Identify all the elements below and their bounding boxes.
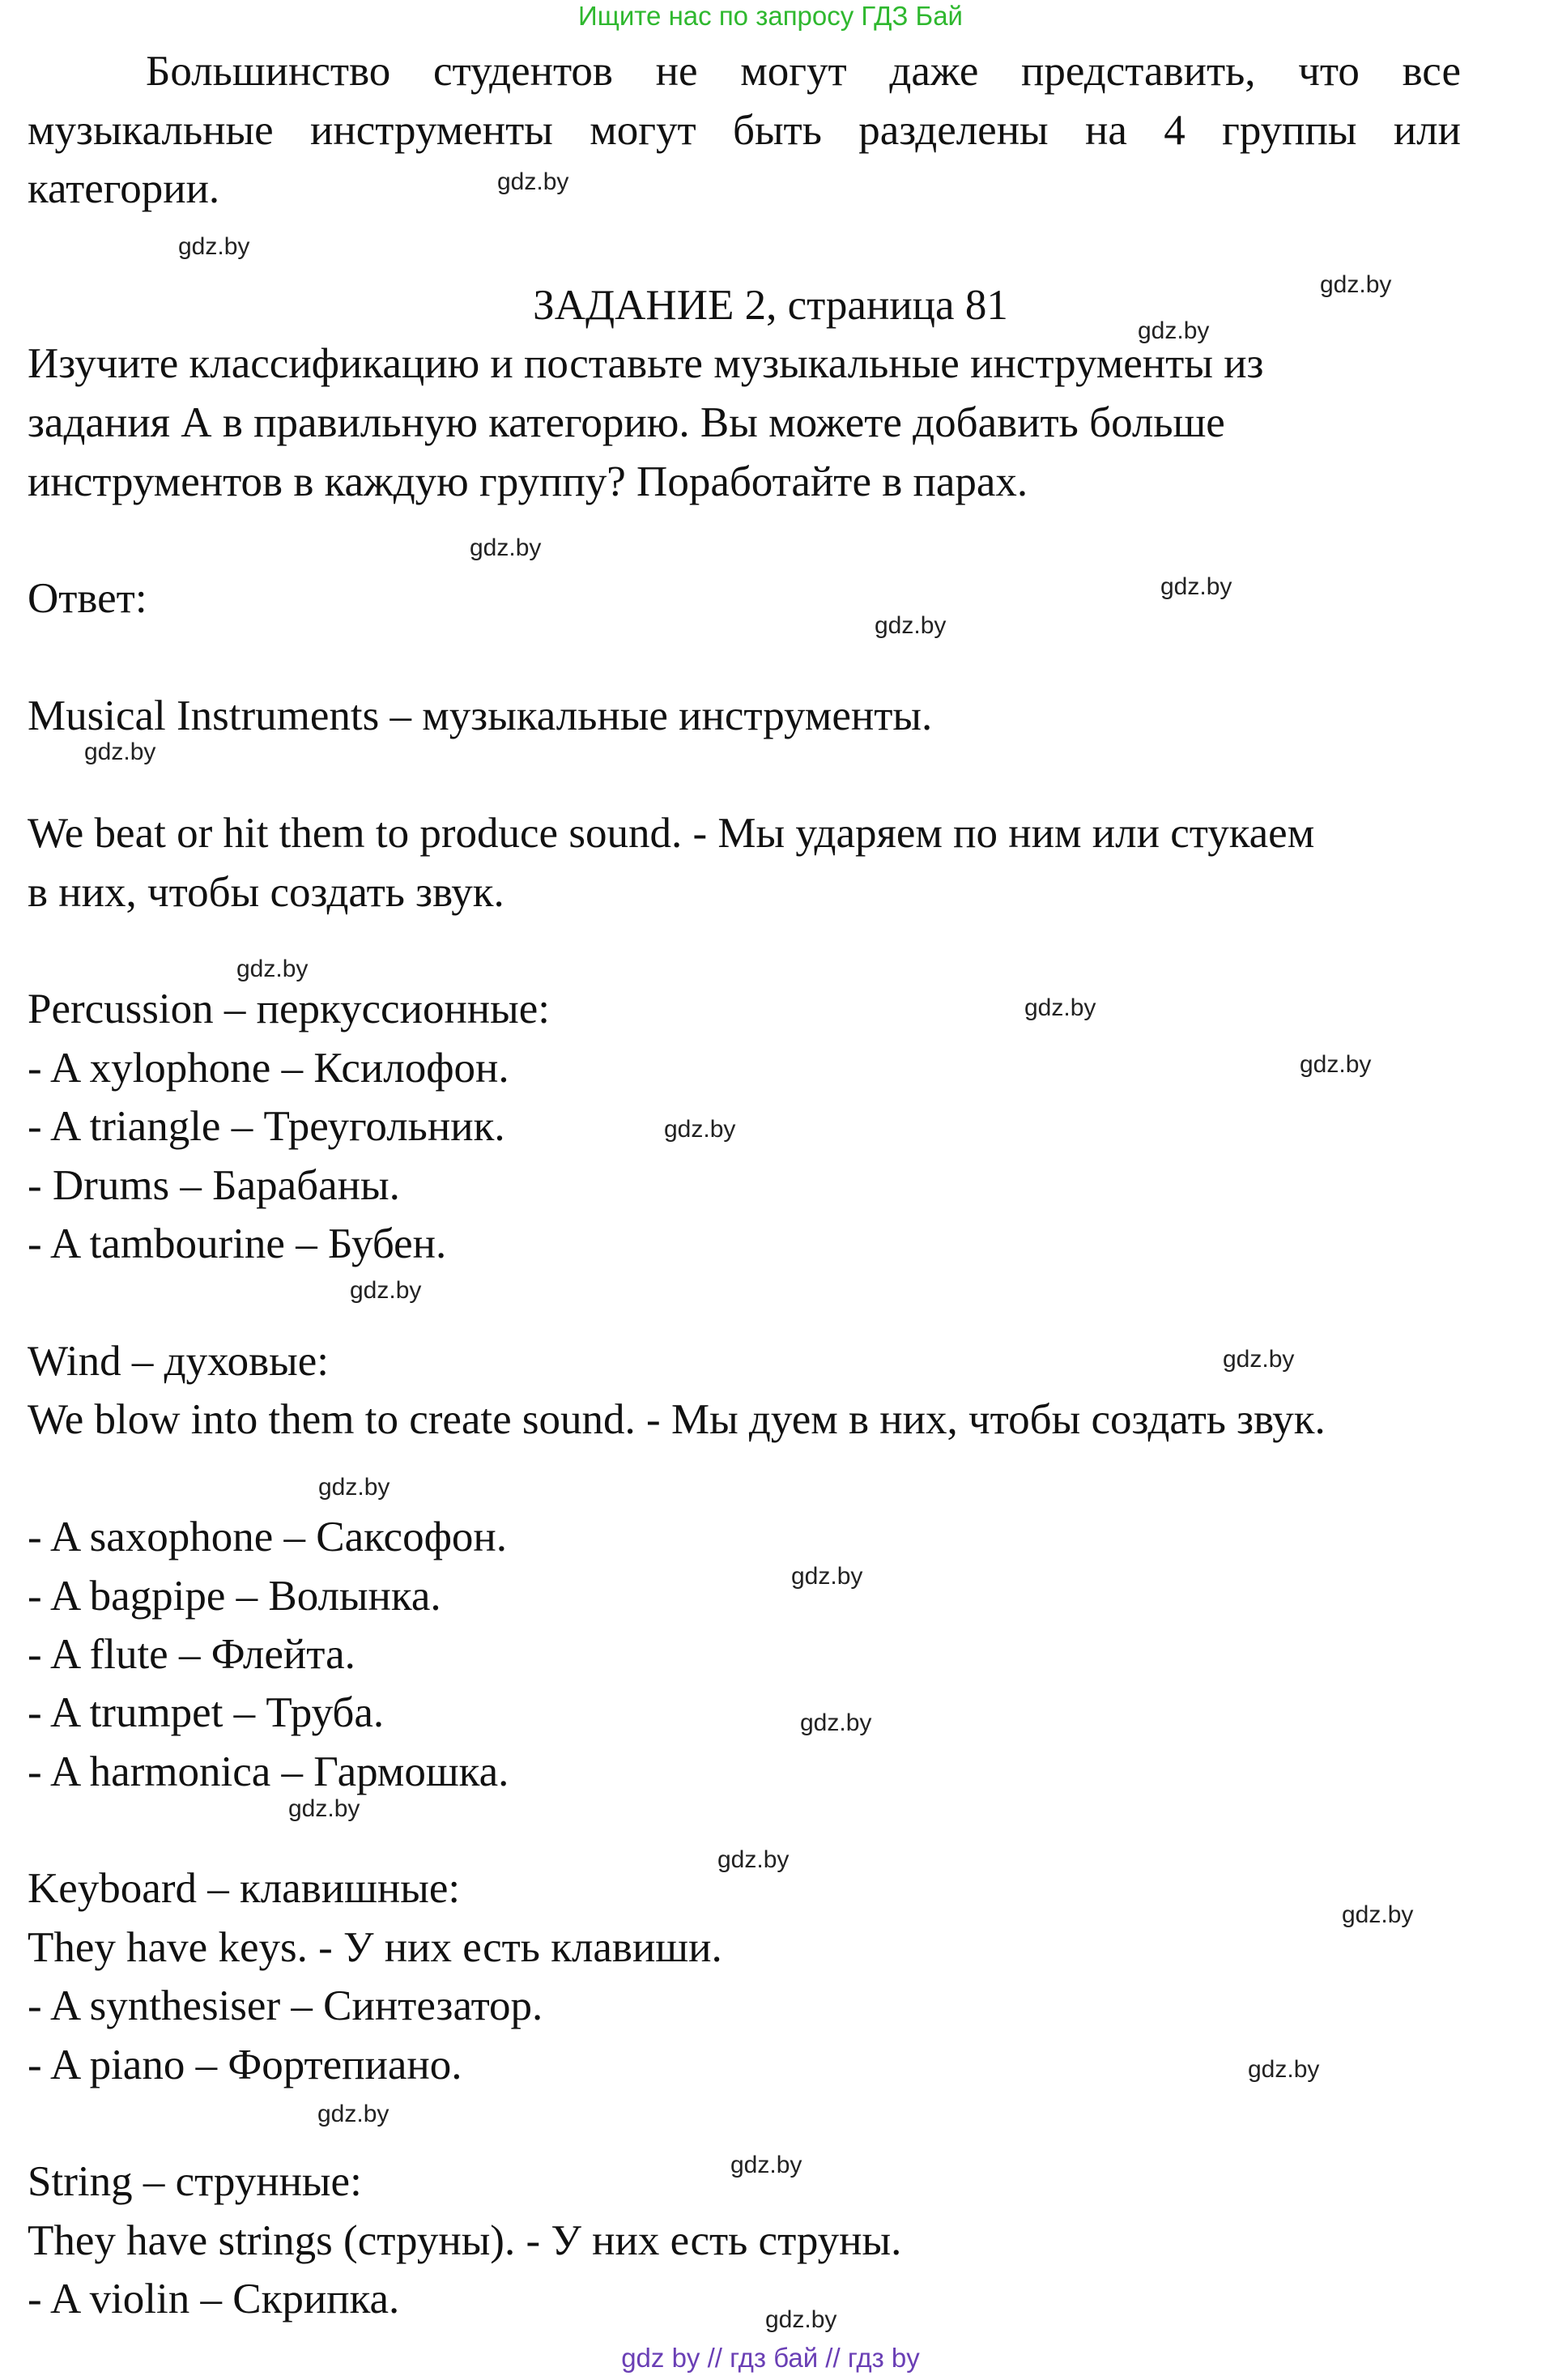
wind-item: - A harmonica – Гармошка. bbox=[28, 1748, 509, 1795]
watermark: gdz.by bbox=[1223, 1346, 1295, 1373]
watermark: gdz.by bbox=[717, 1846, 790, 1873]
watermark: gdz.by bbox=[1138, 317, 1210, 344]
wind-item: - A flute – Флейта. bbox=[28, 1631, 355, 1678]
watermark: gdz.by bbox=[236, 956, 309, 982]
keyboard-item: - A synthesiser – Синтезатор. bbox=[28, 1982, 543, 2029]
watermark: gdz.by bbox=[84, 739, 156, 765]
string-item: - A violin – Скрипка. bbox=[28, 2276, 400, 2323]
watermark: gdz.by bbox=[1300, 1051, 1372, 1078]
task-heading: ЗАДАНИЕ 2, страница 81 bbox=[533, 282, 1008, 329]
answer-label: Ответ: bbox=[28, 575, 147, 622]
watermark: gdz.by bbox=[497, 168, 569, 195]
watermark: gdz.by bbox=[875, 612, 947, 639]
wind-item: - A saxophone – Саксофон. bbox=[28, 1514, 508, 1560]
watermark: gdz.by bbox=[765, 2306, 837, 2333]
wind-description: We blow into them to create sound. - Мы дуем в них, чтобы создать звук. bbox=[28, 1396, 1326, 1443]
percussion-item: - Drums – Барабаны. bbox=[28, 1162, 400, 1209]
watermark: gdz.by bbox=[288, 1795, 360, 1822]
intro-line-2: музыкальные инструменты могут быть разделены на 4 группы или bbox=[28, 107, 1461, 154]
wind-item: - A bagpipe – Волынка. bbox=[28, 1573, 441, 1620]
wind-title: Wind – духовые: bbox=[28, 1338, 329, 1385]
top-banner[interactable]: Ищите нас по запросу ГДЗ Бай bbox=[578, 1, 963, 31]
percussion-item: - A xylophone – Ксилофон. bbox=[28, 1045, 509, 1092]
watermark: gdz.by bbox=[1024, 994, 1096, 1021]
intro-line-1: Большинство студентов не могут даже представить, что все bbox=[146, 48, 1461, 95]
wind-item: - A trumpet – Труба. bbox=[28, 1689, 385, 1736]
keyboard-description: They have keys. - У них есть клавиши. bbox=[28, 1924, 722, 1971]
percussion-item: - A triangle – Треугольник. bbox=[28, 1103, 505, 1150]
keyboard-title: Keyboard – клавишные: bbox=[28, 1865, 461, 1912]
string-title: String – струнные: bbox=[28, 2158, 362, 2205]
watermark: gdz.by bbox=[318, 1474, 390, 1501]
percussion-title: Percussion – перкуссионные: bbox=[28, 986, 551, 1032]
watermark: gdz.by bbox=[791, 1563, 863, 1590]
watermark: gdz.by bbox=[1342, 1901, 1414, 1928]
percussion-item: - A tambourine – Бубен. bbox=[28, 1220, 447, 1267]
beat-line-1: We beat or hit them to produce sound. - Мы ударяем по ним или стукаем bbox=[28, 810, 1315, 857]
watermark: gdz.by bbox=[800, 1709, 872, 1736]
beat-line-2: в них, чтобы создать звук. bbox=[28, 869, 504, 916]
task-line-1: Изучите классификацию и поставьте музыкальные инструменты из bbox=[28, 340, 1264, 387]
bottom-banner[interactable]: gdz by // гдз бай // гдз by bbox=[621, 2343, 920, 2373]
task-line-3: инструментов в каждую группу? Поработайте в парах. bbox=[28, 458, 1028, 505]
watermark: gdz.by bbox=[317, 2101, 390, 2127]
watermark: gdz.by bbox=[1248, 2056, 1320, 2083]
watermark: gdz.by bbox=[1320, 271, 1392, 298]
watermark: gdz.by bbox=[730, 2152, 802, 2178]
intro-line-3: категории. bbox=[28, 165, 220, 212]
string-description: They have strings (струны). - У них есть струны. bbox=[28, 2217, 902, 2264]
watermark: gdz.by bbox=[350, 1277, 422, 1304]
task-line-2: задания А в правильную категорию. Вы можете добавить больше bbox=[28, 399, 1225, 446]
watermark: gdz.by bbox=[470, 534, 542, 561]
watermark: gdz.by bbox=[1160, 573, 1232, 600]
musical-instruments-line: Musical Instruments – музыкальные инструменты. bbox=[28, 692, 933, 739]
watermark: gdz.by bbox=[178, 233, 250, 260]
keyboard-item: - A piano – Фортепиано. bbox=[28, 2042, 462, 2088]
watermark: gdz.by bbox=[664, 1116, 736, 1143]
